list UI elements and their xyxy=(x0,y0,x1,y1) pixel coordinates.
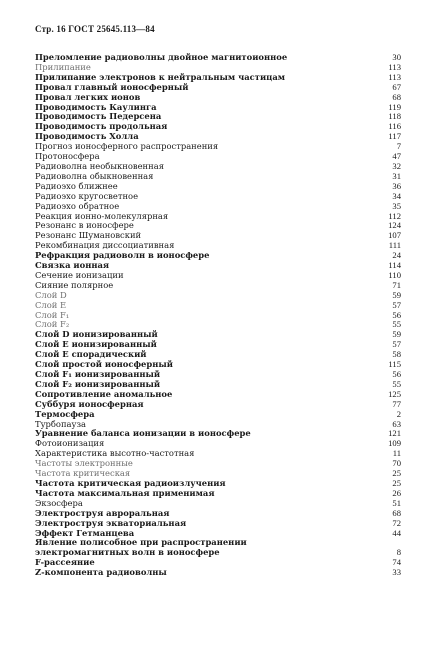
index-page-number: 55 xyxy=(392,319,401,330)
index-term: F-рассеяние xyxy=(35,558,95,568)
index-term: Прилипание xyxy=(35,62,91,72)
index-term: Экзосфера xyxy=(35,498,83,508)
index-page-number: 30 xyxy=(392,52,401,62)
index-term: Проводимость Холла xyxy=(35,132,139,142)
index-page-number: 113 xyxy=(388,71,401,82)
term-index-list xyxy=(35,53,401,578)
index-entry xyxy=(35,400,401,410)
index-term: Слой F₁ xyxy=(35,310,70,320)
index-entry xyxy=(35,538,401,548)
index-page-number: 110 xyxy=(388,269,401,280)
index-entry xyxy=(35,261,401,271)
index-page-number: 109 xyxy=(388,438,401,449)
index-page-number: 58 xyxy=(392,349,401,360)
index-term: Радиоэхо кругосветное xyxy=(35,191,139,201)
index-page-number: 36 xyxy=(392,180,401,191)
index-entry xyxy=(35,410,401,420)
index-entry xyxy=(35,112,401,122)
index-entry xyxy=(35,53,401,63)
index-entry xyxy=(35,172,401,182)
index-page-number: 25 xyxy=(392,477,401,488)
index-entry xyxy=(35,182,401,192)
index-term: Слой D xyxy=(35,290,67,300)
index-term: Преломление радиоволны двойное магнитоионное xyxy=(35,53,288,62)
index-entry xyxy=(35,350,401,360)
index-page-number: 24 xyxy=(392,250,401,261)
index-entry xyxy=(35,479,401,489)
index-entry xyxy=(35,142,401,152)
index-entry xyxy=(35,360,401,370)
index-entry xyxy=(35,519,401,529)
index-term: Радиоэхо обратное xyxy=(35,201,120,211)
index-page-number: 26 xyxy=(392,487,401,498)
index-entry xyxy=(35,380,401,390)
index-entry xyxy=(35,281,401,291)
index-term: Провал главный ионосферный xyxy=(35,82,189,92)
index-term: Радиоволна обыкновенная xyxy=(35,171,154,181)
index-entry xyxy=(35,459,401,469)
index-term: Сечение ионизации xyxy=(35,270,124,280)
index-entry xyxy=(35,301,401,311)
index-term: Фотоионизация xyxy=(35,439,105,449)
index-page-number: 68 xyxy=(392,507,401,518)
index-page-number: 70 xyxy=(392,458,401,469)
index-entry xyxy=(35,93,401,103)
index-page-number: 67 xyxy=(392,81,401,92)
index-term: Рекомбинация диссоциативная xyxy=(35,241,175,251)
index-term: Провал легких ионов xyxy=(35,92,141,102)
index-entry xyxy=(35,340,401,350)
index-page-number: 77 xyxy=(392,398,401,409)
index-term: Сияние полярное xyxy=(35,280,114,290)
index-term: электромагнитных волн в ионосфере xyxy=(35,548,220,558)
index-entry xyxy=(35,311,401,321)
index-page-number: 31 xyxy=(392,170,401,181)
index-term: Уравнение баланса ионизации в ионосфере xyxy=(35,429,251,439)
index-term: Электроструя авроральная xyxy=(35,508,170,518)
index-entry xyxy=(35,469,401,479)
index-term: Слой E xyxy=(35,300,67,310)
index-page-number: 8 xyxy=(396,547,401,558)
index-entry xyxy=(35,439,401,449)
index-page-number: 63 xyxy=(392,418,401,429)
index-term: Связка ионная xyxy=(35,261,110,271)
index-entry xyxy=(35,83,401,93)
index-term: Слой F₁ ионизированный xyxy=(35,370,161,379)
index-term: Протоносфера xyxy=(35,152,100,162)
index-entry xyxy=(35,192,401,202)
index-page-number: 121 xyxy=(388,428,401,439)
index-page-number: 74 xyxy=(392,557,401,568)
index-term: Слой F₂ xyxy=(35,320,70,330)
index-page-number: 56 xyxy=(392,369,401,379)
index-page-number: 32 xyxy=(392,160,401,171)
index-entry xyxy=(35,152,401,162)
index-term: Слой E ионизированный xyxy=(35,340,157,350)
index-entry xyxy=(35,568,401,578)
index-page-number: 7 xyxy=(396,141,401,152)
index-entry xyxy=(35,251,401,261)
index-entry xyxy=(35,231,401,241)
index-page-number: 114 xyxy=(388,260,401,271)
index-entry xyxy=(35,241,401,251)
index-entry xyxy=(35,390,401,400)
index-page-number: 119 xyxy=(388,101,401,112)
index-entry xyxy=(35,212,401,222)
index-term: Слой D ионизированный xyxy=(35,330,158,340)
index-term: Частота критическая радиоизлучения xyxy=(35,478,226,488)
index-page-number: 111 xyxy=(388,240,401,251)
index-term: Термосфера xyxy=(35,409,95,419)
index-term: Эффект Гетманцева xyxy=(35,528,135,538)
index-page-number: 57 xyxy=(392,339,401,350)
index-term: Резонанс в ионосфере xyxy=(35,221,134,231)
index-term: Частоты электронные xyxy=(35,459,133,469)
index-term: Проводимость Педерсена xyxy=(35,112,162,122)
index-term: Реакция ионно-молекулярная xyxy=(35,211,169,221)
index-entry xyxy=(35,73,401,83)
index-entry xyxy=(35,63,401,73)
index-page-number: 124 xyxy=(388,220,401,231)
index-page-number: 2 xyxy=(396,408,401,419)
index-page-number: 113 xyxy=(388,61,401,72)
index-page-number: 117 xyxy=(388,131,401,142)
index-term: Сопротивление аномальное xyxy=(35,389,173,399)
index-entry xyxy=(35,330,401,340)
index-entry xyxy=(35,449,401,459)
index-page-number: 112 xyxy=(388,210,401,221)
index-term: Характеристика высотно-частотная xyxy=(35,449,195,459)
index-term: Частота критическая xyxy=(35,469,131,479)
index-entry xyxy=(35,202,401,212)
index-term: Явление полисобное при распространении xyxy=(35,538,247,548)
index-entry xyxy=(35,132,401,142)
index-page-number: 116 xyxy=(388,121,401,132)
index-entry xyxy=(35,509,401,519)
index-entry xyxy=(35,429,401,439)
index-page-number: 57 xyxy=(392,299,401,310)
index-entry xyxy=(35,291,401,301)
index-page-number: 51 xyxy=(392,497,401,508)
index-term: Проводимость Каулинга xyxy=(35,102,157,112)
index-page-number: 11 xyxy=(392,448,401,459)
index-page-number: 125 xyxy=(388,388,401,399)
index-entry xyxy=(35,162,401,172)
index-entry xyxy=(35,370,401,380)
index-entry xyxy=(35,122,401,132)
index-term: Слой E спорадический xyxy=(35,350,147,360)
index-entry xyxy=(35,271,401,281)
index-page-number: 72 xyxy=(392,517,401,528)
index-term: Радиоэхо ближнее xyxy=(35,181,118,191)
index-term: Электроструя экваториальная xyxy=(35,518,187,528)
index-page-number: 33 xyxy=(392,567,401,578)
index-term: Резонанс Шумановский xyxy=(35,231,142,241)
index-entry xyxy=(35,558,401,568)
index-entry xyxy=(35,320,401,330)
index-entry xyxy=(35,529,401,539)
index-page-number: 107 xyxy=(388,230,401,241)
index-page-number: 56 xyxy=(392,309,401,320)
index-page-number: 44 xyxy=(392,527,401,538)
index-page-number: 35 xyxy=(392,200,401,211)
index-term: Прогноз ионосферного распространения xyxy=(35,142,219,152)
index-term: Прилипание электронов к нейтральным частицам xyxy=(35,72,286,82)
index-term: Z-компонента радиоволны xyxy=(35,568,167,578)
index-term: Проводимость продольная xyxy=(35,122,168,132)
index-entry xyxy=(35,499,401,509)
index-term: Турбопауза xyxy=(35,419,87,429)
index-page-number: 118 xyxy=(388,111,401,122)
index-entry xyxy=(35,548,401,558)
index-term: Суббуря ионосферная xyxy=(35,399,144,409)
index-page-number: 25 xyxy=(392,468,401,479)
index-term: Радиоволна необыкновенная xyxy=(35,161,164,171)
page-header: Стр. 16 ГОСТ 25645.113—84 xyxy=(35,24,155,34)
index-page-number: 55 xyxy=(392,378,401,389)
index-page-number: 68 xyxy=(392,91,401,102)
index-page-number: 47 xyxy=(392,151,401,162)
index-page-number: 59 xyxy=(392,329,401,340)
index-page-number: 71 xyxy=(392,279,401,290)
index-term: Частота максимальная применимая xyxy=(35,488,215,498)
index-page-number: 59 xyxy=(392,289,401,300)
index-term: Слой F₂ ионизированный xyxy=(35,379,161,389)
index-term: Слой простой ионосферный xyxy=(35,360,173,370)
index-entry xyxy=(35,221,401,231)
index-entry xyxy=(35,420,401,430)
index-entry xyxy=(35,489,401,499)
index-page-number: 115 xyxy=(388,359,401,370)
index-page-number: 34 xyxy=(392,190,401,201)
index-term: Рефракция радиоволн в ионосфере xyxy=(35,251,210,261)
index-entry xyxy=(35,103,401,113)
